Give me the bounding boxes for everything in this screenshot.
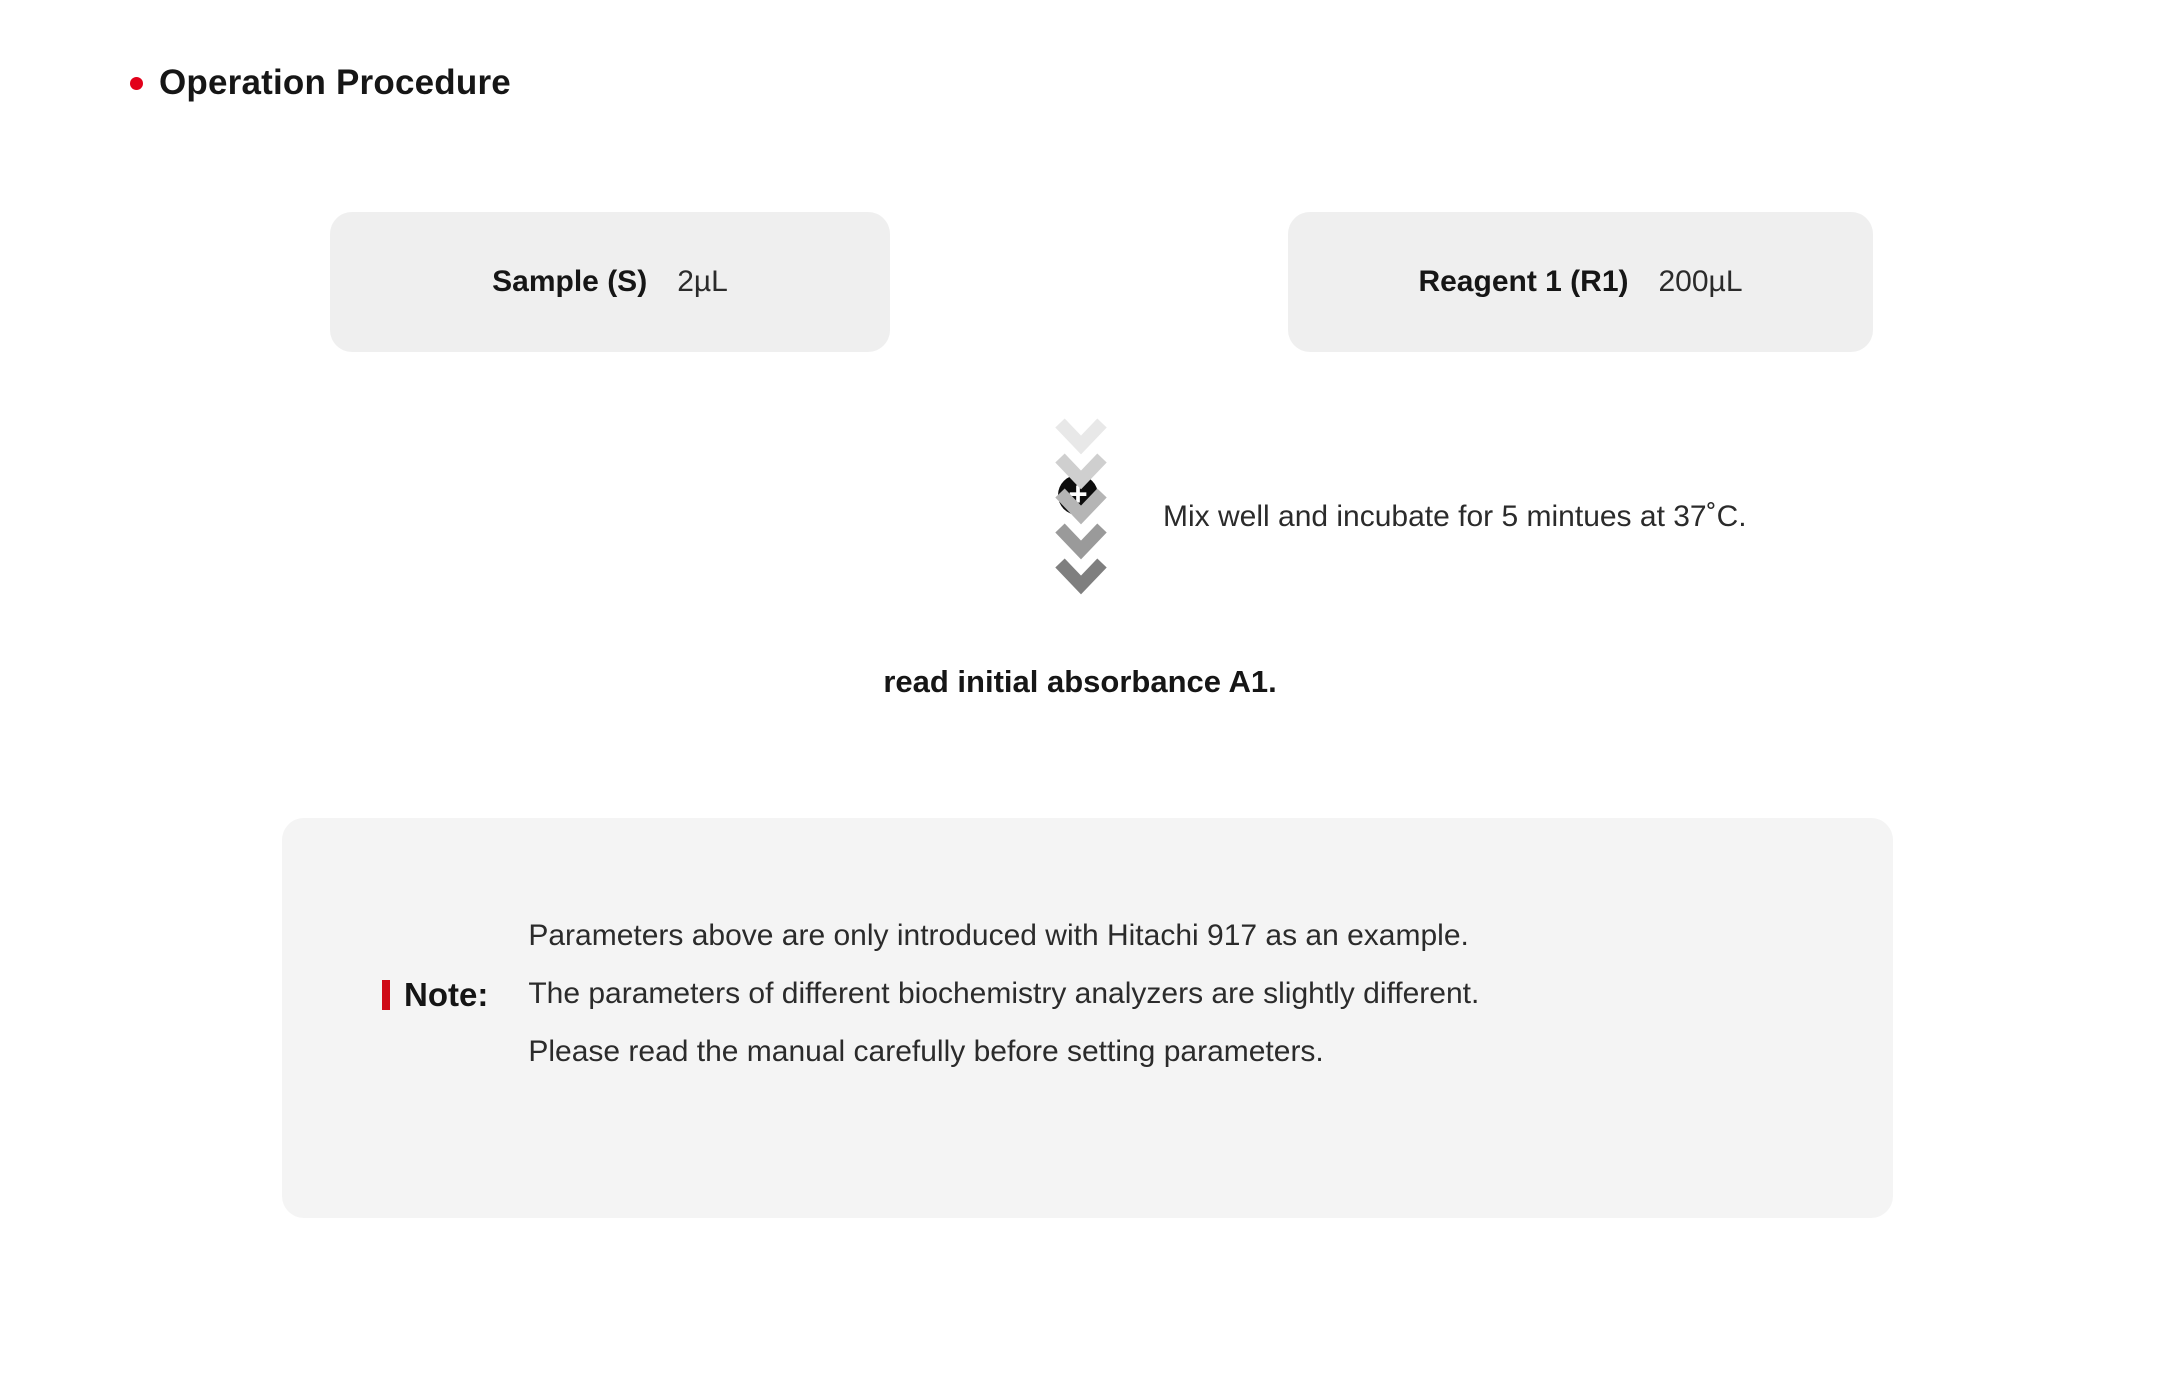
note-line: Parameters above are only introduced with Hitachi 917 as an example. [528, 919, 1469, 952]
note-label: Note: [404, 976, 489, 1013]
down-arrow-stack-icon [1046, 415, 1116, 600]
incubation-instruction: Mix well and incubate for 5 mintues at 37˚C. [1163, 500, 1747, 533]
reagent-label: Reagent 1 (R1) [1418, 265, 1629, 298]
plus-icon-glyph: + [1068, 474, 1088, 512]
reagent-volume: 200µL [1658, 265, 1743, 298]
note-box [282, 818, 1893, 1218]
note-accent-bar-icon [382, 980, 390, 1010]
reagent-pill [1288, 212, 1873, 352]
note-label-group [382, 908, 488, 1014]
section-heading-label: Operation Procedure [159, 63, 511, 102]
read-absorbance-text: read initial absorbance A1. [883, 664, 1277, 699]
sample-label: Sample (S) [492, 265, 648, 298]
sample-pill [330, 212, 890, 352]
page-title [130, 63, 511, 103]
procedure-step-row [0, 212, 2160, 512]
note-line: The parameters of different biochemistry analyzers are slightly different. [528, 976, 1480, 1010]
sample-volume: 2µL [677, 265, 728, 298]
note-line: Please read the manual carefully before setting parameters. [528, 1034, 1324, 1068]
note-content [382, 908, 1479, 1072]
bullet-dot-icon [130, 77, 143, 90]
note-lines [528, 908, 1479, 1072]
